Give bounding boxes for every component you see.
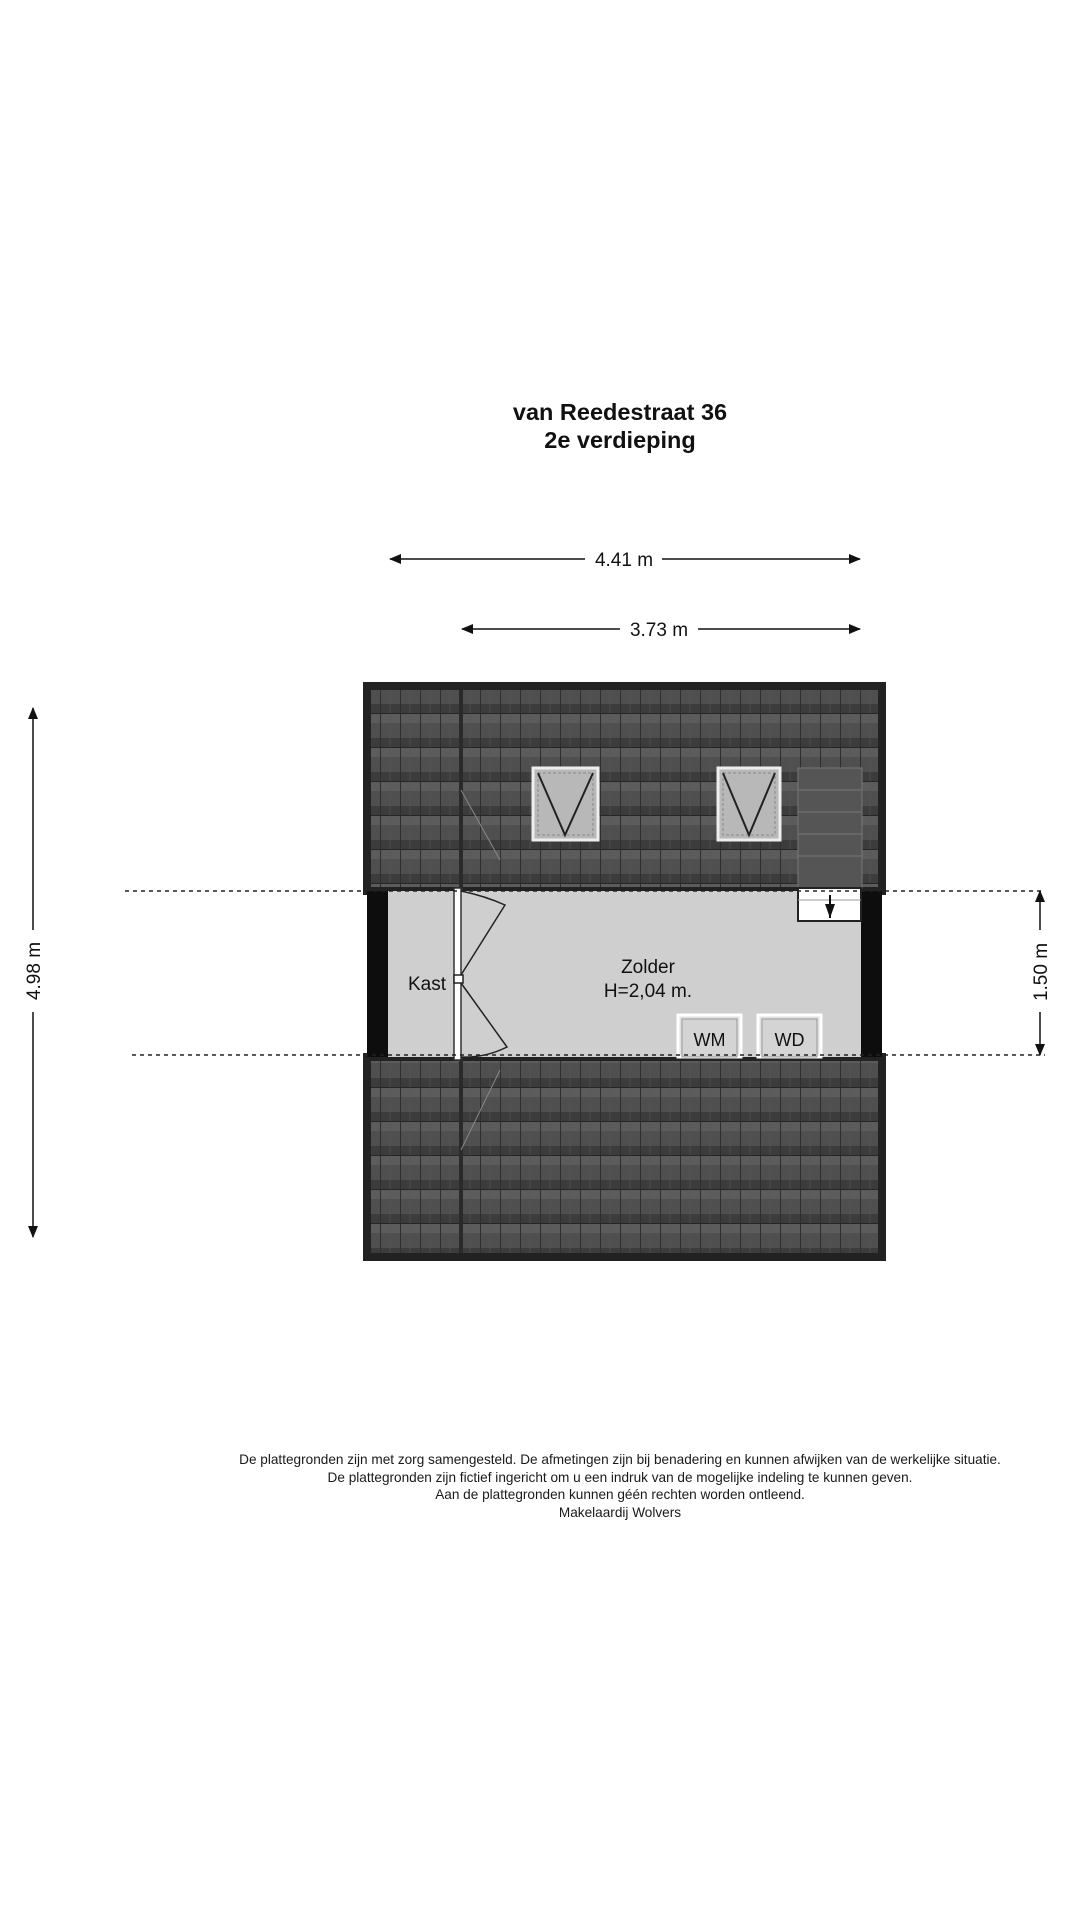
attic-room-height: H=2,04 m. [603, 981, 693, 1002]
dimension-depth-total [24, 708, 45, 1237]
dimension-width-outer-label: 4.41 m [594, 550, 654, 571]
roof-bottom [367, 1057, 882, 1257]
dimension-headroom-depth-label: 1.50 m [1031, 942, 1052, 1002]
disclaimer-line-2: De plattegronden zijn fictief ingericht om u een indruk van de mogelijke indeling te kunnen geven. [327, 1469, 913, 1485]
dryer-label: WD [774, 1030, 805, 1050]
wall-left [367, 891, 388, 1057]
washer-label: WM [693, 1030, 726, 1050]
dimension-width-inner-label: 3.73 m [629, 620, 689, 641]
closet-label: Kast [407, 974, 447, 995]
skylight-right [718, 768, 780, 840]
dimension-depth-total-label: 4.98 m [24, 941, 45, 1001]
washing-machine [678, 1015, 741, 1057]
plan-title-floor: 2e verdieping [544, 427, 696, 453]
disclaimer-line-4: Makelaardij Wolvers [558, 1504, 682, 1520]
skylight-left [533, 768, 598, 840]
disclaimer [140, 1451, 1080, 1521]
wall-right [861, 891, 882, 1057]
disclaimer-line-3: Aan de plattegronden kunnen géén rechten worden ontleend. [435, 1487, 805, 1503]
attic-room-name: Zolder [621, 957, 675, 978]
dimension-width-outer [390, 550, 860, 571]
plan-title-address: van Reedestraat 36 [512, 399, 728, 425]
dimension-headroom-depth [1031, 891, 1052, 1055]
stair-hatch [798, 768, 862, 921]
dryer [758, 1015, 821, 1057]
disclaimer-line-1: De plattegronden zijn met zorg samengesteld. De afmetingen zijn bij benadering en kunnen afwijken van de werkelijke situatie. [239, 1452, 1001, 1467]
dimension-width-inner [462, 620, 860, 641]
